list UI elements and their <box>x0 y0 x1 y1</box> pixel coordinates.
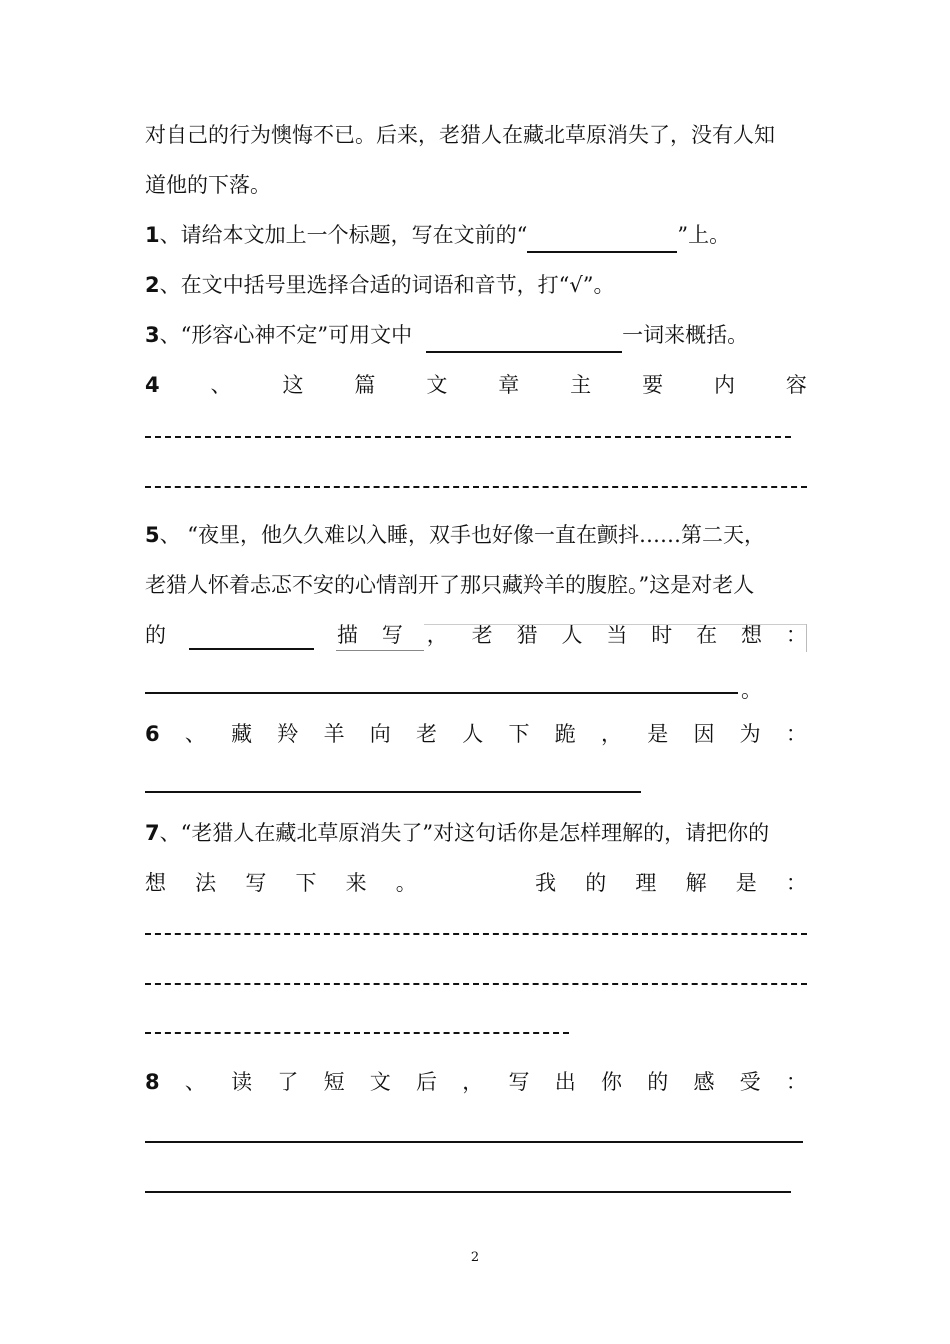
question-4: 4 、 这 篇 文 章 主 要 内 容 <box>145 373 807 397</box>
answer-underline[interactable] <box>145 1141 803 1143</box>
word-blank[interactable] <box>426 325 622 353</box>
underline-mark <box>336 650 424 651</box>
page-number: 2 <box>470 1250 480 1265</box>
description-type-blank[interactable] <box>189 622 314 650</box>
answer-underline[interactable] <box>145 692 738 694</box>
answer-dashed-line[interactable] <box>145 486 807 488</box>
title-blank[interactable] <box>527 225 677 253</box>
question-7-line-2: 想 法 写 下 来 。 我 的 理 解 是 ： <box>145 871 807 895</box>
answer-dashed-line[interactable] <box>145 933 807 935</box>
question-5-line-3-rest: 描 写 ， 老 猎 人 当 时 在 想 ： <box>337 623 807 647</box>
answer-underline[interactable] <box>145 1191 791 1193</box>
question-1: 1、请给本文加上一个标题，写在文前的“ ”上。 <box>145 217 807 253</box>
question-5-line-3: 的 <box>145 623 166 647</box>
question-6: 6 、 藏 羚 羊 向 老 人 下 跪 ， 是 因 为 ： <box>145 722 807 746</box>
answer-dashed-line[interactable] <box>145 1032 569 1034</box>
answer-dashed-line[interactable] <box>145 436 791 438</box>
answer-dashed-line[interactable] <box>145 983 807 985</box>
question-3: 3、“形容心神不定”可用文中 一词来概括。 <box>145 317 807 353</box>
box-right-edge <box>806 624 807 652</box>
question-2: 2、在文中括号里选择合适的词语和音节，打“√”。 <box>145 273 615 297</box>
answer-underline[interactable] <box>145 791 641 793</box>
box-top-edge <box>424 624 807 625</box>
paragraph-line-1: 对自己的行为懊悔不已。后来，老猎人在藏北草原消失了，没有人知 <box>145 123 775 147</box>
question-8: 8 、 读 了 短 文 后 ， 写 出 你 的 感 受 ： <box>145 1070 807 1094</box>
paragraph-line-2: 道他的下落。 <box>145 173 271 197</box>
question-5-line-1: 5、 “夜里，他久久难以入睡，双手也好像一直在颤抖……第二天， <box>145 523 766 547</box>
question-5-line-2: 老猎人怀着忐忑不安的心情剖开了那只藏羚羊的腹腔。”这是对老人 <box>145 573 755 597</box>
question-7-line-1: 7、“老猎人在藏北草原消失了”对这句话你是怎样理解的，请把你的 <box>145 821 770 845</box>
period: 。 <box>741 678 762 702</box>
